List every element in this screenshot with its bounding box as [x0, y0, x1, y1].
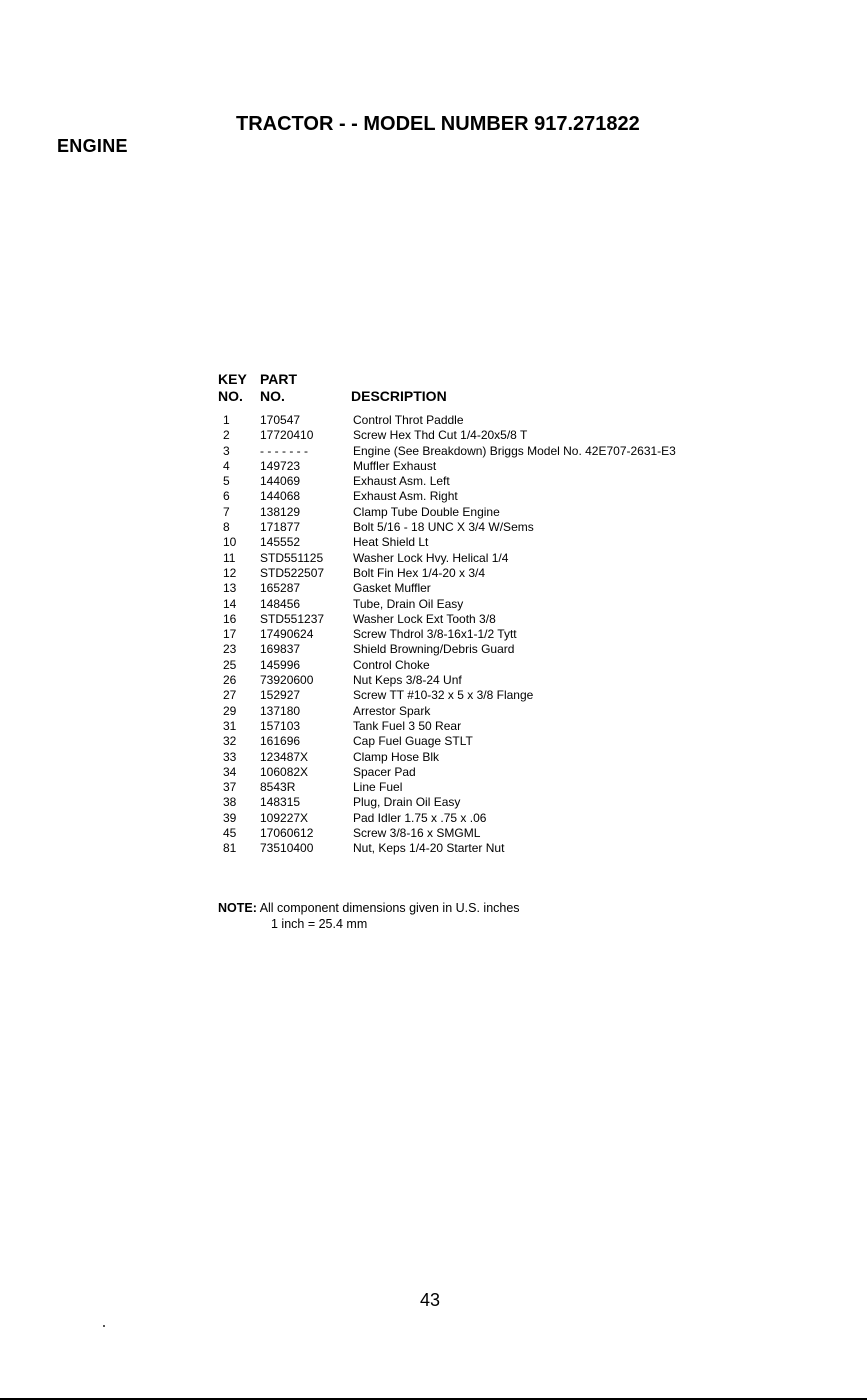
part-description: Washer Lock Hvy. Helical 1/4 — [353, 550, 509, 565]
part-description: Spacer Pad — [353, 764, 416, 779]
parts-row — [218, 658, 858, 673]
parts-row — [218, 520, 858, 535]
part-description: Control Choke — [353, 657, 430, 672]
parts-row — [218, 627, 858, 642]
part-description: Arrestor Spark — [353, 703, 431, 718]
parts-row — [218, 750, 858, 765]
part-number: 8543R — [260, 780, 296, 795]
part-description: Pad Idler 1.75 x .75 x .06 — [353, 810, 487, 825]
part-description: Control Throt Paddle — [353, 413, 464, 427]
part-header-line2: NO. — [260, 388, 285, 404]
part-number: 73510400 — [260, 841, 314, 856]
key-header-line1: KEY — [218, 371, 247, 387]
part-number: 17490624 — [260, 627, 314, 642]
key-number: 34 — [223, 764, 237, 779]
key-number: 45 — [223, 826, 237, 841]
part-description: Exhaust Asm. Left — [353, 474, 450, 489]
part-description: Muffler Exhaust — [353, 458, 437, 473]
section-label: ENGINE — [57, 136, 128, 156]
part-description: Gasket Muffler — [353, 581, 431, 596]
note — [218, 900, 520, 932]
key-number: 10 — [223, 535, 237, 550]
parts-row — [218, 428, 858, 443]
key-number: 81 — [223, 841, 237, 856]
part-description: Screw TT #10-32 x 5 x 3/8 Flange — [353, 688, 534, 703]
part-number: 17720410 — [260, 428, 314, 443]
key-number: 11 — [223, 550, 236, 565]
parts-row — [218, 581, 858, 596]
parts-row — [218, 811, 858, 826]
parts-row — [218, 780, 858, 795]
key-number: 8 — [223, 520, 230, 535]
key-number: 29 — [223, 703, 237, 718]
parts-row — [218, 826, 858, 841]
part-description: Engine (See Breakdown) Briggs Model No. 42E707-2631-E3 — [353, 443, 676, 458]
parts-row — [218, 535, 858, 550]
part-number: 170547 — [260, 413, 301, 427]
part-number: 73920600 — [260, 673, 314, 688]
parts-row — [218, 704, 858, 719]
part-number: STD551237 — [260, 611, 325, 626]
key-header-line2: NO. — [218, 388, 243, 404]
parts-row — [218, 841, 858, 856]
parts-row — [218, 551, 858, 566]
part-number: 152927 — [260, 688, 301, 703]
part-description: Heat Shield Lt — [353, 535, 429, 550]
note-line1: All component dimensions given in U.S. inches — [259, 901, 520, 915]
key-number: 4 — [223, 458, 230, 473]
key-number: 32 — [223, 734, 237, 749]
parts-row — [218, 444, 858, 459]
part-description: Washer Lock Ext Tooth 3/8 — [353, 611, 496, 626]
key-number: 5 — [223, 474, 230, 489]
key-number: 25 — [223, 657, 237, 672]
key-number: 27 — [223, 688, 237, 703]
part-number: 137180 — [260, 703, 301, 718]
part-number: 17060612 — [260, 826, 314, 841]
part-number: STD522507 — [260, 565, 325, 580]
part-number: 144069 — [260, 474, 301, 489]
part-description: Clamp Tube Double Engine — [353, 504, 500, 519]
part-number: 157103 — [260, 718, 301, 733]
key-number: 13 — [223, 581, 237, 596]
parts-row — [218, 765, 858, 780]
part-description: Nut Keps 3/8-24 Unf — [353, 673, 462, 688]
part-description: Line Fuel — [353, 780, 403, 795]
key-number: 39 — [223, 810, 237, 825]
part-header-line1: PART — [260, 371, 298, 387]
note-label: NOTE: — [218, 901, 257, 915]
part-number: 145996 — [260, 657, 301, 672]
key-number: 3 — [223, 443, 230, 458]
key-number: 14 — [223, 596, 237, 611]
parts-list — [218, 413, 858, 857]
part-number: 109227X — [260, 810, 309, 825]
page-number: 43 — [420, 1290, 441, 1310]
part-number: 123487X — [260, 749, 309, 764]
key-number: 31 — [223, 718, 237, 733]
part-number: 171877 — [260, 520, 301, 535]
scan-speck — [103, 1325, 105, 1327]
part-number: - - - - - - - — [260, 443, 308, 458]
part-description: Screw Thdrol 3/8-16x1-1/2 Tytt — [353, 627, 517, 642]
key-number: 23 — [223, 642, 237, 657]
part-description: Screw Hex Thd Cut 1/4-20x5/8 T — [353, 428, 528, 443]
part-description: Exhaust Asm. Right — [353, 489, 458, 504]
part-number: 169837 — [260, 642, 301, 657]
key-number: 17 — [223, 627, 237, 642]
key-number: 38 — [223, 795, 237, 810]
key-number: 37 — [223, 780, 237, 795]
parts-row — [218, 673, 858, 688]
part-description: Nut, Keps 1/4-20 Starter Nut — [353, 841, 505, 856]
key-number: 6 — [223, 489, 230, 504]
key-number: 26 — [223, 673, 237, 688]
part-description: Tank Fuel 3 50 Rear — [353, 718, 462, 733]
parts-row — [218, 566, 858, 581]
part-number: 148315 — [260, 795, 301, 810]
note-line2: 1 inch = 25.4 mm — [271, 917, 368, 931]
key-number: 33 — [223, 749, 237, 764]
key-number: 12 — [223, 565, 237, 580]
description-header: DESCRIPTION — [351, 388, 447, 404]
parts-row — [218, 489, 858, 504]
part-number: 138129 — [260, 504, 301, 519]
part-description: Shield Browning/Debris Guard — [353, 642, 515, 657]
parts-row — [218, 719, 858, 734]
part-description: Screw 3/8-16 x SMGML — [353, 826, 481, 841]
part-number: STD551125 — [260, 550, 324, 565]
part-number: 145552 — [260, 535, 301, 550]
key-number: 2 — [223, 428, 230, 443]
part-description: Cap Fuel Guage STLT — [353, 734, 473, 749]
part-number: 165287 — [260, 581, 301, 596]
page-title: TRACTOR - - MODEL NUMBER 917.271822 — [236, 113, 640, 135]
part-number: 144068 — [260, 489, 301, 504]
parts-row — [218, 459, 858, 474]
part-description: Plug, Drain Oil Easy — [353, 795, 461, 810]
parts-row — [218, 505, 858, 520]
parts-row — [218, 795, 858, 810]
parts-row — [218, 642, 858, 657]
part-number: 106082X — [260, 764, 309, 779]
parts-row — [218, 474, 858, 489]
part-description: Bolt Fin Hex 1/4-20 x 3/4 — [353, 565, 486, 580]
parts-row — [218, 413, 858, 428]
part-number: 149723 — [260, 458, 301, 473]
part-description: Clamp Hose Blk — [353, 749, 440, 764]
key-number: 16 — [223, 611, 237, 626]
parts-row — [218, 734, 858, 749]
key-number: 1 — [223, 413, 230, 427]
parts-row — [218, 688, 858, 703]
part-description: Bolt 5/16 - 18 UNC X 3/4 W/Sems — [353, 520, 534, 535]
parts-row — [218, 597, 858, 612]
parts-row — [218, 612, 858, 627]
part-description: Tube, Drain Oil Easy — [353, 596, 464, 611]
key-number: 7 — [223, 504, 230, 519]
part-number: 161696 — [260, 734, 301, 749]
part-number: 148456 — [260, 596, 301, 611]
